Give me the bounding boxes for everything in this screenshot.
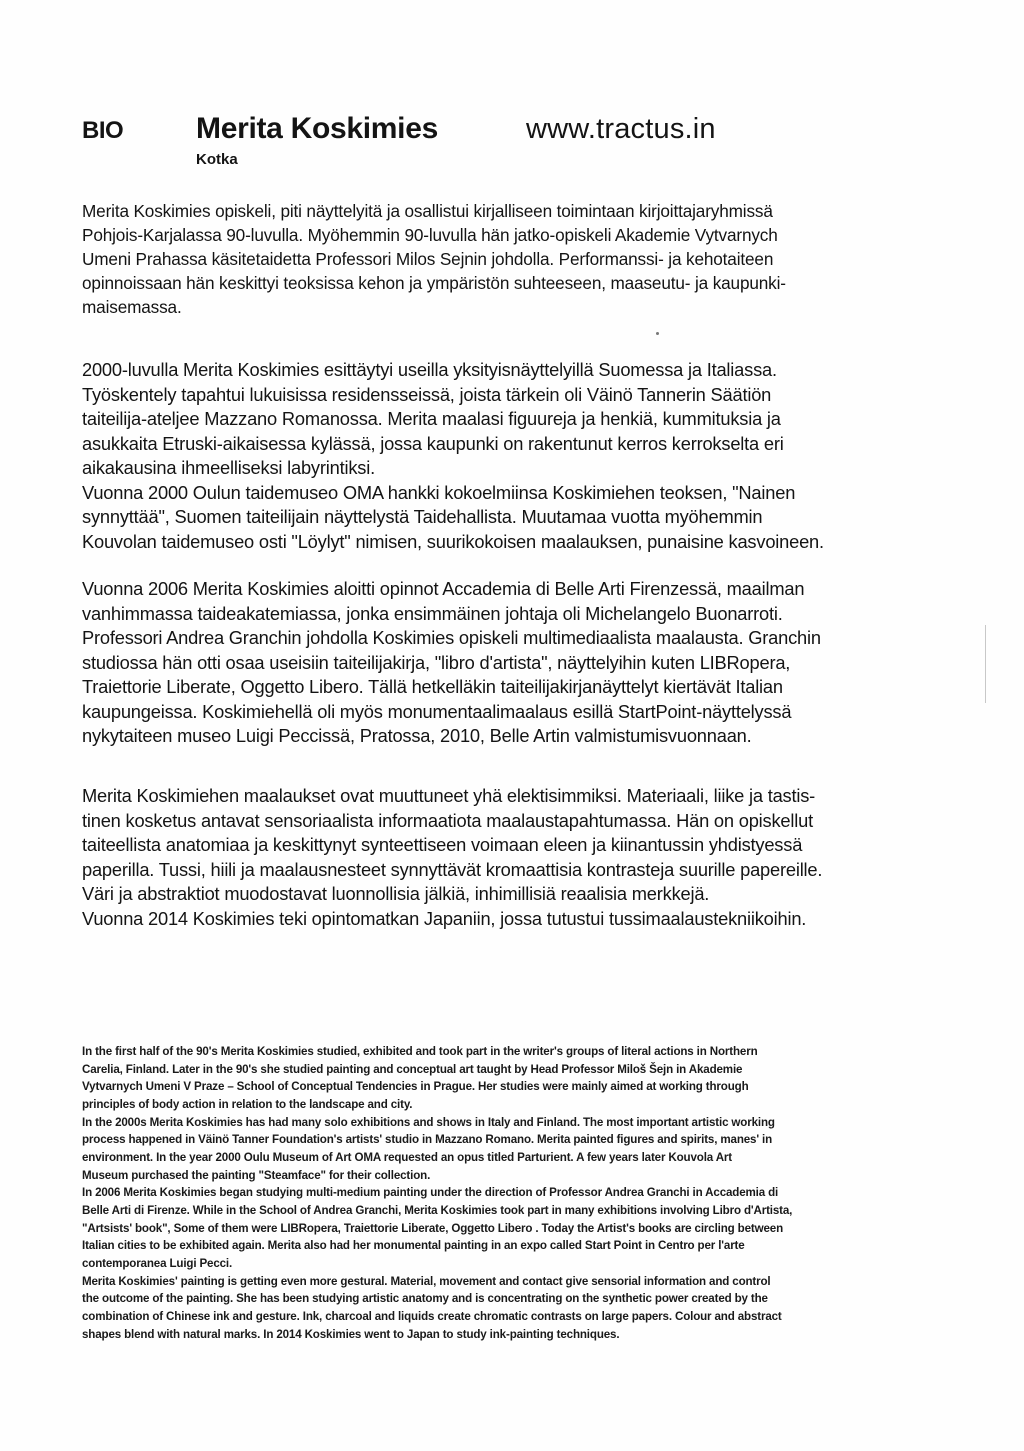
text-line: 2000-luvulla Merita Koskimies esittäytyi useilla yksityisnäyttelyillä Suomessa ja Italiassa. bbox=[82, 359, 777, 380]
text-line: Umeni Prahassa käsitetaidetta Professori Milos Sejnin johdolla. Performanssi- ja kehotaiteen bbox=[82, 249, 774, 269]
text-line: Merita Koskimies opiskeli, piti näyttelyitä ja osallistui kirjalliseen toimintaan kirjoittajaryhmissä bbox=[82, 201, 773, 221]
text-line: Professori Andrea Granchin johdolla Koskimies opiskeli multimediaalista maalausta. Granchin bbox=[82, 627, 821, 648]
text-line: maisemassa. bbox=[82, 297, 182, 317]
text-line: Museum purchased the painting "Steamface" for their collection. bbox=[82, 1168, 431, 1182]
text-line: Belle Arti di Firenze. While in the School of Andrea Granchi, Merita Koskimies took part in many exhibitions involving Libro d'Artista, bbox=[82, 1203, 793, 1217]
finnish-paragraph-1 bbox=[82, 199, 888, 319]
text-line: aikakausina ihmeelliseksi labyrintiksi. bbox=[82, 457, 375, 478]
text-line: combination of Chinese ink and gesture. Ink, charcoal and liquids create chromatic contrasts on large papers. Colour and abstract bbox=[82, 1309, 782, 1323]
text-line: paperilla. Tussi, hiili ja maalausnesteet synnyttävät kromaattisia kontrasteja suurille papereille. bbox=[82, 858, 823, 880]
finnish-paragraph-3 bbox=[82, 577, 882, 749]
text-line: taiteilija-ateljee Mazzano Romanossa. Merita maalasi figuureja ja henkiä, kummituksia ja bbox=[82, 408, 781, 429]
artist-name: Merita Koskimies bbox=[196, 112, 438, 145]
text-line: taiteellista anatomiaa ja keskittynyt synteettiseen voimaan eleen ja kiinantussin yhdistyessä bbox=[82, 834, 803, 855]
text-line: environment. In the year 2000 Oulu Museum of Art OMA requested an opus titled Parturient. A few years later Kouvola Art bbox=[82, 1150, 733, 1164]
text-line: studiossa hän otti osaa useisiin taiteilijakirja, "libro d'artista", näyttelyihin kuten LIBRopera, bbox=[82, 651, 791, 673]
text-line: Merita Koskimiehen maalaukset ovat muuttuneet yhä elektisimmiksi. Materiaali, liike ja tastis- bbox=[82, 785, 816, 806]
text-line: kaupungeissa. Koskimiehellä oli myös monumentaalimaalaus esillä StartPoint-näyttelyssä bbox=[82, 700, 792, 722]
text-line: opinnoissaan hän keskittyi teoksissa kehon ja ympäristön suhteeseen, maaseutu- ja kaupunki- bbox=[82, 273, 786, 293]
text-line: Vuonna 2014 Koskimies teki opintomatkan Japaniin, jossa tutustui tussimaalaustekniikoihin. bbox=[82, 907, 807, 929]
finnish-paragraph-2 bbox=[82, 358, 882, 554]
text-line: Väri ja abstraktiot muodostavat luonnollisia jälkiä, inhimillisiä reaalisia merkkejä. bbox=[82, 883, 710, 904]
text-line: Vuonna 2000 Oulun taidemuseo OMA hankki kokoelmiinsa Koskimiehen teoksen, "Nainen bbox=[82, 481, 796, 503]
finnish-paragraph-4 bbox=[82, 784, 882, 931]
bio-label: BIO bbox=[82, 117, 124, 144]
text-line: In the first half of the 90's Merita Koskimies studied, exhibited and took part in the writer's groups of literal actions in Northern bbox=[82, 1045, 758, 1058]
text-line: asukkaita Etruski-aikaisessa kylässä, jossa kaupunki on rakentunut kerros kerrokselta eri bbox=[82, 432, 784, 454]
text-line: Merita Koskimies' painting is getting even more gestural. Material, movement and contact give sensorial information and control bbox=[82, 1274, 771, 1288]
text-line: tinen kosketus antavat sensoriaalista informaatiota maalaustapahtumassa. Hän on opiskellut bbox=[82, 809, 813, 831]
website-url: www.tractus.in bbox=[526, 113, 716, 145]
text-line: process happened in Väinö Tanner Foundation's artists' studio in Mazzano Romano. Merita painted figures and spirits, manes' in bbox=[82, 1133, 773, 1147]
text-line: Kouvolan taidemuseo osti "Löylyt" nimisen, suurikokoisen maalauksen, punaisine kasvoineen. bbox=[82, 530, 824, 552]
text-line: the outcome of the painting. She has been studying artistic anatomy and is concentrating on the synthetic power created by the bbox=[82, 1292, 768, 1306]
artist-city: Kotka bbox=[196, 151, 238, 168]
text-line: In 2006 Merita Koskimies began studying multi-medium painting under the direction of Professor Andrea Granchi in Accademia di bbox=[82, 1186, 779, 1200]
text-line: vanhimmassa taideakatemiassa, jonka ensimmäinen johtaja oli Michelangelo Buonarroti. bbox=[82, 602, 783, 624]
text-line: Italian cities to be exhibited again. Merita also had her monumental painting in an expo called Start Point in Centro per l'arte bbox=[82, 1239, 745, 1253]
text-line: In the 2000s Merita Koskimies has had many solo exhibitions and shows in Italy and Finland. The most important artistic working bbox=[82, 1115, 775, 1129]
text-line: principles of body action in relation to the landscape and city. bbox=[82, 1097, 413, 1111]
text-line: Vuonna 2006 Merita Koskimies aloitti opinnot Accademia di Belle Arti Firenzessä, maailman bbox=[82, 578, 805, 599]
english-summary bbox=[82, 1043, 894, 1343]
text-line: synnyttää", Suomen taiteilijain näyttelystä Taidehallista. Muutamaa vuotta myöhemmin bbox=[82, 506, 763, 527]
text-line: Pohjois-Karjalassa 90-luvulla. Myöhemmin 90-luvulla hän jatko-opiskeli Akademie Vytvarnych bbox=[82, 225, 778, 245]
text-line: shapes blend with natural marks. In 2014 Koskimies went to Japan to study ink-painting techniques. bbox=[82, 1327, 620, 1341]
text-line: "Artsists' book", Some of them were LIBRopera, Traiettorie Liberate, Oggetto Libero . Today the Artist's books are circling between bbox=[82, 1221, 783, 1235]
scan-speck bbox=[656, 332, 659, 335]
text-line: contemporanea Luigi Pecci. bbox=[82, 1256, 233, 1270]
text-line: Carelia, Finland. Later in the 90's she studied painting and conceptual art taught by Head Professor Miloš Šejn in Akademie bbox=[82, 1062, 743, 1076]
text-line: nykytaiteen museo Luigi Peccissä, Pratossa, 2010, Belle Artin valmistumisvuonnaan. bbox=[82, 725, 752, 746]
text-line: Vytvarnych Umeni V Praze – School of Conceptual Tendencies in Prague. Her studies were mainly aimed at working through bbox=[82, 1080, 749, 1094]
scan-line bbox=[985, 625, 986, 703]
text-line: Työskentely tapahtui lukuisissa residensseissä, joista tärkein oli Väinö Tannerin Säätiön bbox=[82, 383, 772, 405]
text-line: Traiettorie Liberate, Oggetto Libero. Tällä hetkelläkin taiteilijakirjanäyttelyt kiertävät Italian bbox=[82, 676, 783, 697]
